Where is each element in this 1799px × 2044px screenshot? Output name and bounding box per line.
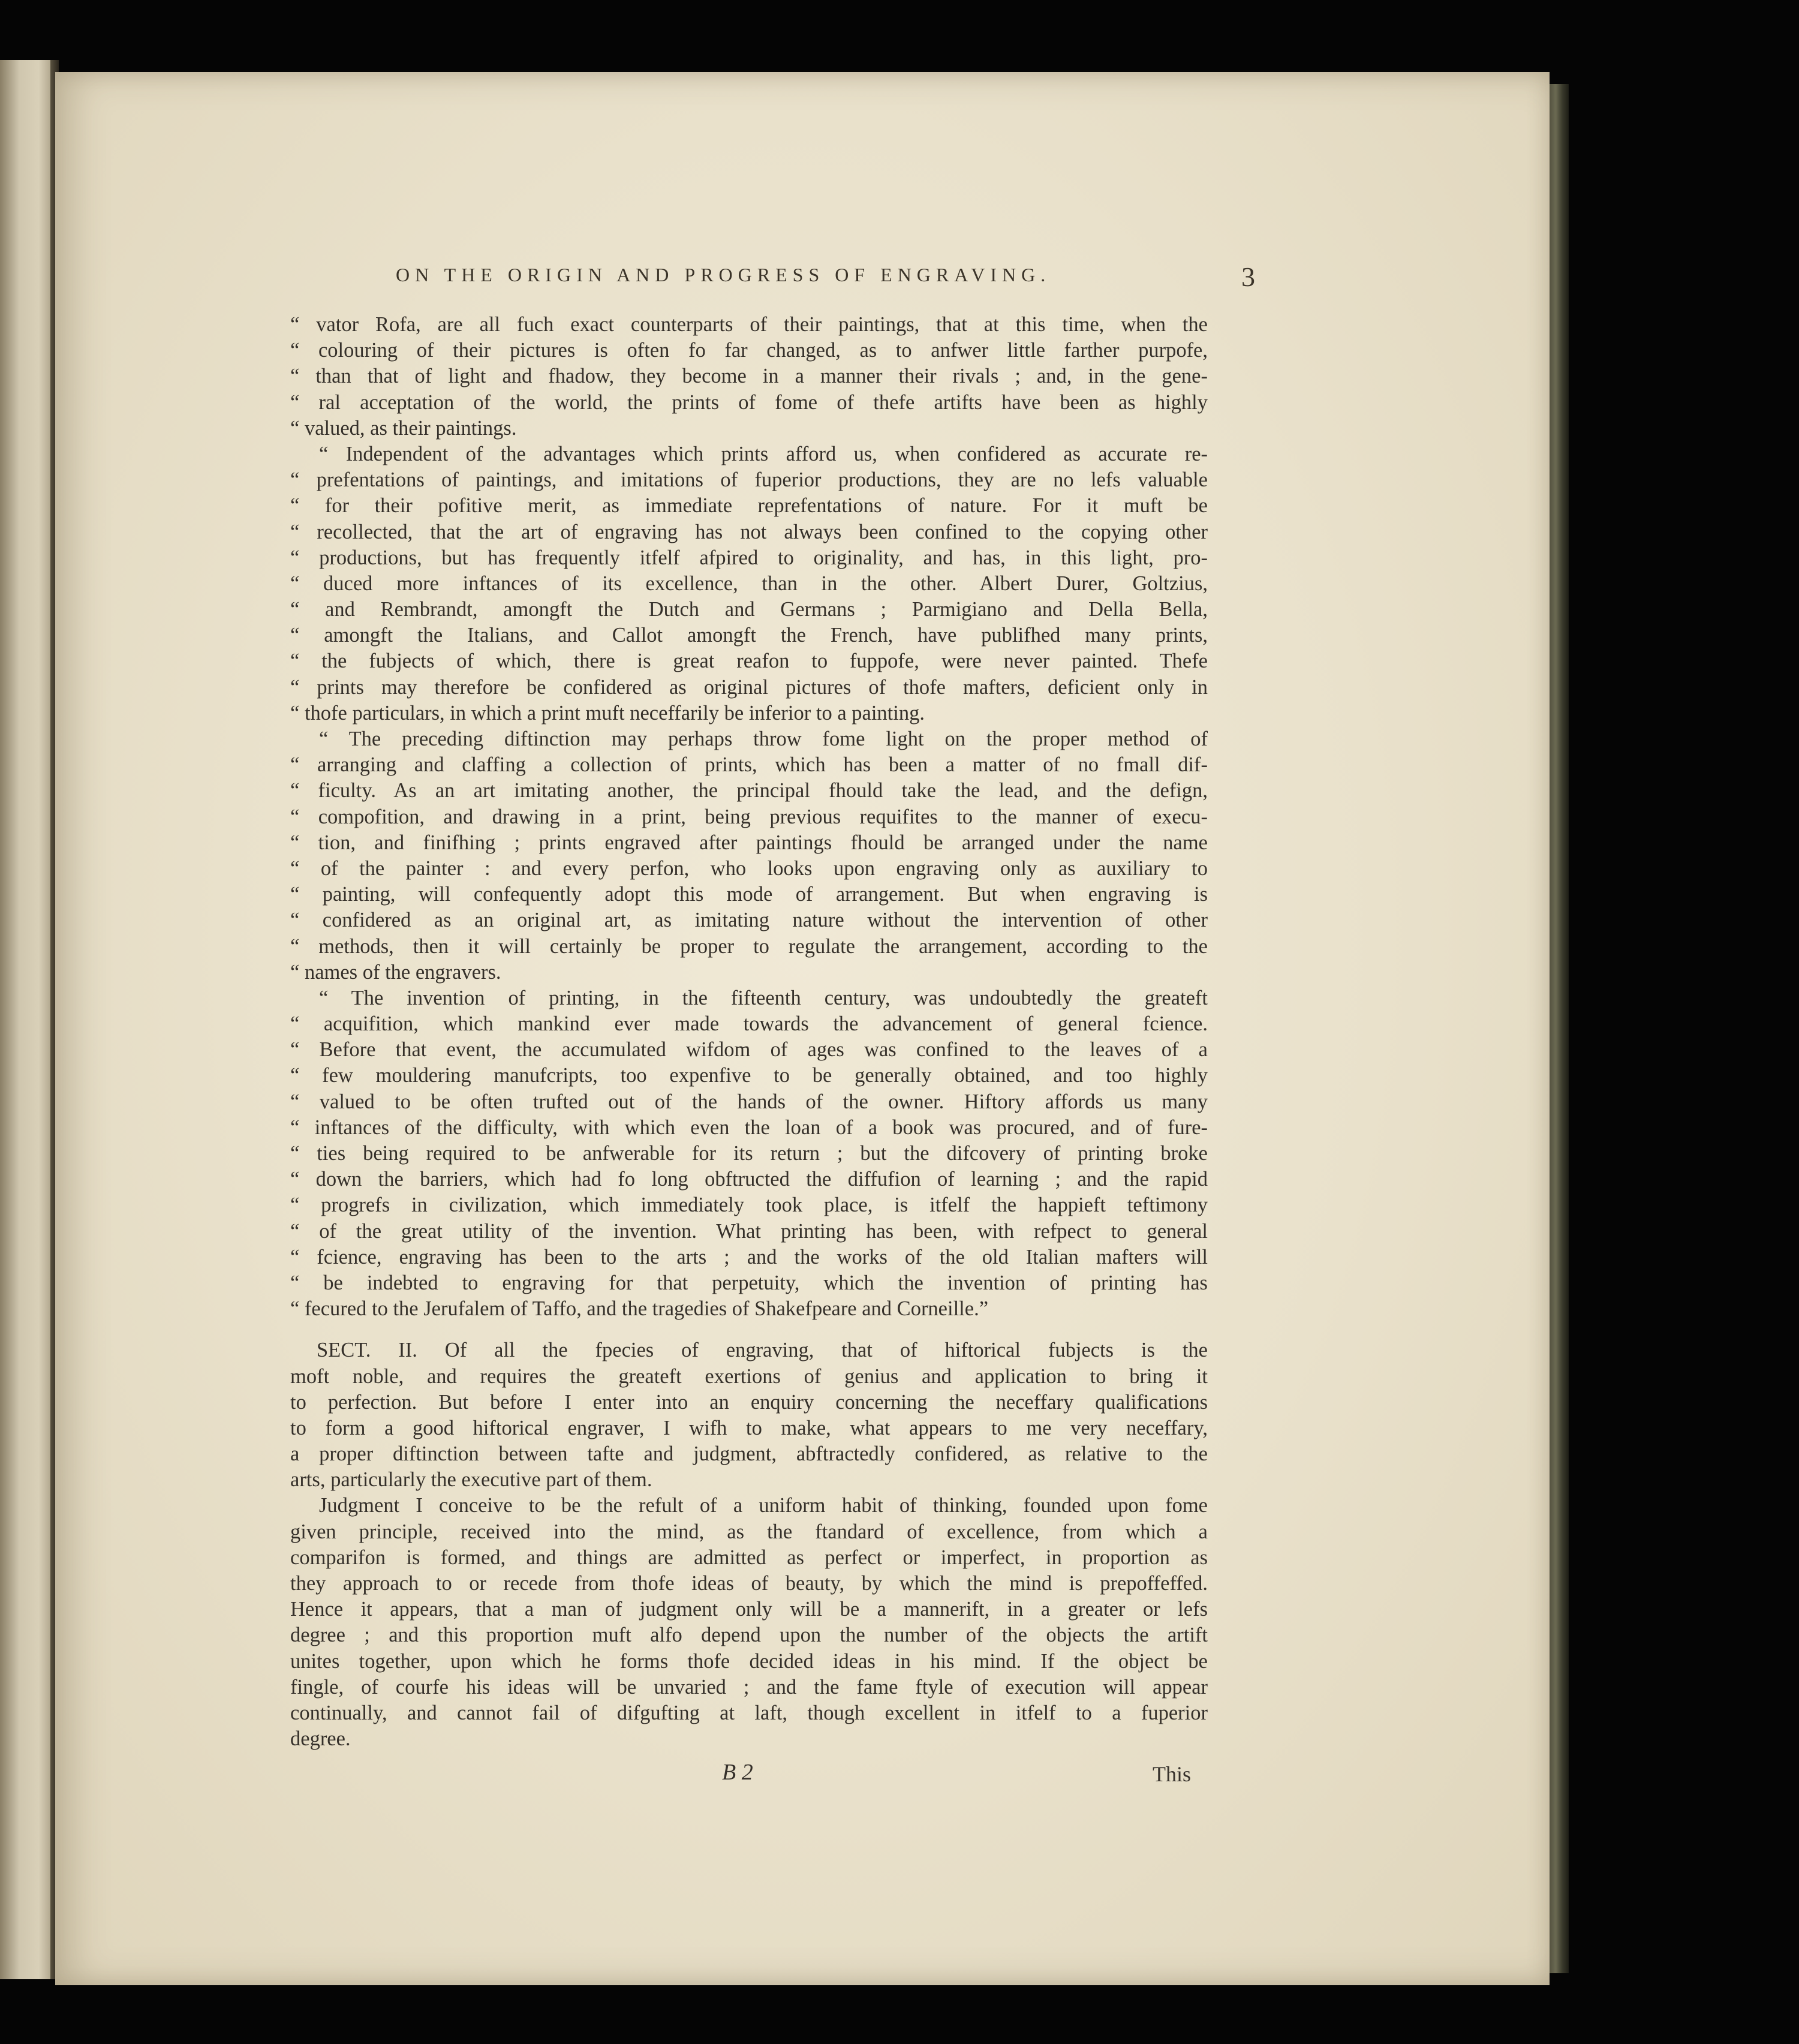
text-line: “ and Rembrandt, amongft the Dutch and Germans ; Parmigiano and Della Bella, [290, 598, 1208, 621]
text-line: “ ficulty. As an art imitating another, the principal fhould take the lead, and the defign, [290, 779, 1208, 802]
text-line: they approach to or recede from thofe ideas of beauty, by which the mind is prepoffeffed. [290, 1572, 1208, 1595]
text-line: to perfection. But before I enter into an enquiry concerning the neceffary qualifications [290, 1390, 1208, 1414]
text-line: “ of the great utility of the invention. What printing has been, with refpect to general [290, 1219, 1208, 1243]
section-gap [290, 1322, 1208, 1337]
text-line: “ confidered as an original art, as imitating nature without the intervention of other [290, 909, 1208, 932]
text-line: “ recollected, that the art of engraving has not always been confined to the copying other [290, 520, 1208, 543]
text-line: to form a good hiftorical engraver, I wifh to make, what appears to me very neceffary, [290, 1416, 1208, 1439]
text-line: given principle, received into the mind, as the ftandard of excellence, from which a [290, 1520, 1208, 1543]
text-line: “ valued to be often trufted out of the hands of the owner. Hiftory affords us many [290, 1090, 1208, 1113]
text-line: continually, and cannot fail of difgufting at laft, though excellent in itfelf to a fuperior [290, 1701, 1208, 1724]
text-line: arts, particularly the executive part of them. [290, 1468, 652, 1492]
text-line: Hence it appears, that a man of judgment only will be a mannerift, in a greater or lefs [290, 1598, 1208, 1621]
text-line: “ acquifition, which mankind ever made towards the advancement of general fcience. [290, 1012, 1208, 1036]
text-line: “ prints may therefore be confidered as original pictures of thofe mafters, deficient only in [290, 675, 1208, 699]
text-line: “ be indebted to engraving for that perpetuity, which the invention of printing has [290, 1271, 1208, 1294]
running-title: ON THE ORIGIN AND PROGRESS OF ENGRAVING. [396, 264, 1051, 285]
section-two [290, 1337, 1208, 1752]
text-line: “ ties being required to be anfwerable for its return ; but the difcovery of printing broke [290, 1142, 1208, 1165]
text-line: “ productions, but has frequently itfelf afpired to originality, and has, in this light, pro- [290, 546, 1208, 569]
text-line: “ than that of light and fhadow, they become in a manner their rivals ; and, in the gene- [290, 365, 1208, 388]
text-line: fingle, of courfe his ideas will be unvaried ; and the fame ftyle of execution will appear [290, 1675, 1208, 1699]
body-text [290, 312, 1208, 1752]
text-line: “ The preceding diftinction may perhaps throw fome light on the proper method of [319, 728, 1208, 750]
text-line: “ valued, as their paintings. [290, 416, 517, 440]
text-line: a proper diftinction between tafte and judgment, abftractedly confidered, as relative to the [290, 1442, 1208, 1466]
book-cover-edge [1547, 84, 1569, 1973]
page-number: 3 [1241, 261, 1255, 292]
text-line: comparifon is formed, and things are admitted as perfect or imperfect, in proportion as [290, 1546, 1208, 1569]
text-line: “ ral acceptation of the world, the prints of fome of thefe artifts have been as highly [290, 390, 1208, 414]
text-line: degree. [290, 1727, 351, 1751]
text-line: “ colouring of their pictures is often fo far changed, as to anfwer little farther purpofe, [290, 339, 1208, 362]
quotation-block [290, 312, 1208, 1322]
text-line: “ amongft the Italians, and Callot amongft the French, have publifhed many prints, [290, 624, 1208, 647]
text-line: “ compofition, and drawing in a print, being previous requifites to the manner of execu- [290, 805, 1208, 828]
text-line: unites together, upon which he forms thofe decided ideas in his mind. If the object be [290, 1649, 1208, 1673]
signature-mark: B 2 [722, 1760, 753, 1785]
text-line: “ painting, will confequently adopt this mode of arrangement. But when engraving is [290, 883, 1208, 906]
text-line: “ methods, then it will certainly be proper to regulate the arrangement, according to the [290, 934, 1208, 958]
text-line: “ duced more inftances of its excellence, than in the other. Albert Durer, Goltzius, [290, 572, 1208, 595]
text-line: “ fecured to the Jerufalem of Taffo, and the tragedies of Shakefpeare and Corneille.” [290, 1297, 989, 1321]
text-line: “ thofe particulars, in which a print muft neceffarily be inferior to a painting. [290, 701, 925, 725]
text-line: “ names of the engravers. [290, 960, 501, 984]
text-line: “ The invention of printing, in the fifteenth century, was undoubtedly the greateft [319, 986, 1208, 1009]
text-line: “ vator Rofa, are all fuch exact counterparts of their paintings, that at this time, when the [290, 313, 1208, 336]
text-line: “ down the barriers, which had fo long obftructed the diffufion of learning ; and the rapid [290, 1168, 1208, 1191]
text-line: “ prefentations of paintings, and imitations of fuperior productions, they are no lefs valuable [290, 468, 1208, 492]
text-line: “ progrefs in civilization, which immediately took place, is itfelf the happieft teftimony [290, 1194, 1208, 1217]
text-line: “ of the painter : and every perfon, who looks upon engraving only as auxiliary to [290, 856, 1208, 880]
section-heading-line: SECT. II. Of all the fpecies of engraving, that of hiftorical fubjects is the [317, 1339, 1208, 1362]
catchword: This [1153, 1762, 1192, 1786]
text-line: “ few mouldering manufcripts, too expenfive to be generally obtained, and too highly [290, 1064, 1208, 1087]
previous-page-edge [0, 60, 55, 1979]
text-line: “ the fubjects of which, there is great reafon to fuppofe, were never painted. Thefe [290, 650, 1208, 673]
text-line: “ inftances of the difficulty, with which even the loan of a book was procured, and of fure- [290, 1116, 1208, 1139]
text-line: Judgment I conceive to be the refult of a uniform habit of thinking, founded upon fome [319, 1494, 1208, 1517]
text-line: moft noble, and requires the greateft exertions of genius and application to bring it [290, 1364, 1208, 1388]
text-line: “ Independent of the advantages which prints afford us, when confidered as accurate re- [319, 442, 1208, 465]
text-line: “ tion, and finifhing ; prints engraved after paintings fhould be arranged under the name [290, 831, 1208, 854]
text-line: degree ; and this proportion muft alfo depend upon the number of the objects the artift [290, 1624, 1208, 1647]
text-line: “ for their pofitive merit, as immediate reprefentations of nature. For it muft be [290, 494, 1208, 518]
text-line: “ fcience, engraving has been to the arts ; and the works of the old Italian mafters will [290, 1245, 1208, 1269]
text-line: “ Before that event, the accumulated wifdom of ages was confined to the leaves of a [290, 1038, 1208, 1062]
text-line: “ arranging and claffing a collection of prints, which has been a matter of no fmall dif- [290, 753, 1208, 777]
